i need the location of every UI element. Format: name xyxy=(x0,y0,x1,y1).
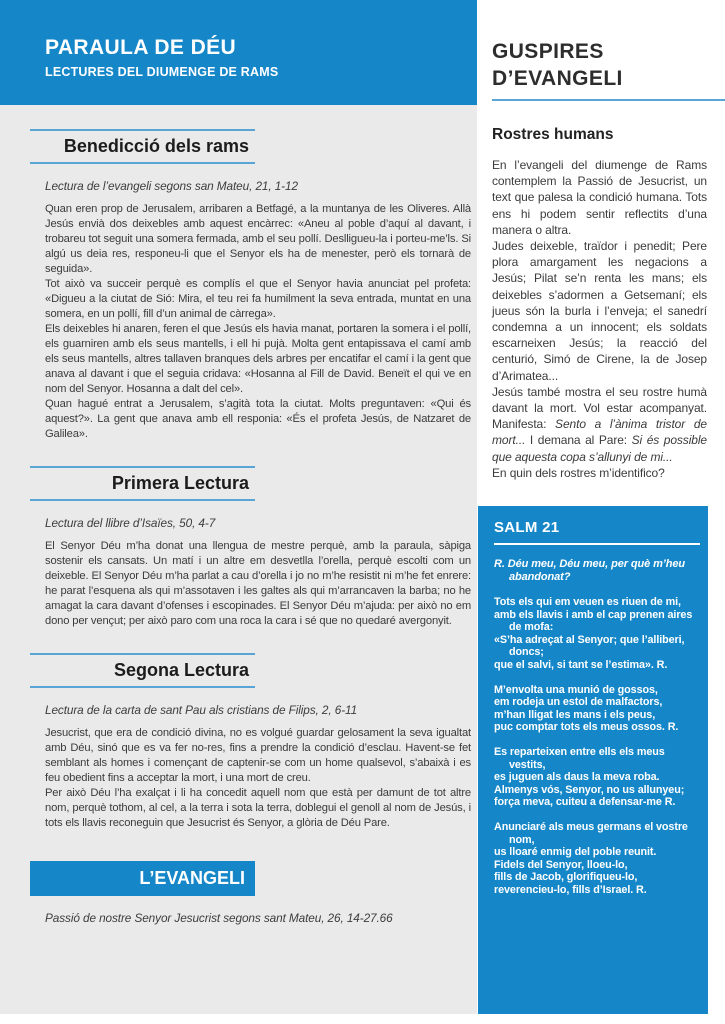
salm-verse-line: Fidels del Senyor, lloeu-lo, xyxy=(494,858,628,871)
salm-verse-line: «S’ha adreçat al Senyor; que l’alliberi, doncs; xyxy=(494,633,685,659)
masthead-line1: GUSPIRES xyxy=(492,40,604,63)
page-subtitle: LECTURES DEL DIUMENGE DE RAMS xyxy=(45,65,279,79)
reading-source: Lectura de la carta de sant Pau als cristians de Filips, 2, 6-11 xyxy=(45,703,358,717)
salm-verse-line: Tots els qui em veuen es riuen de mi, xyxy=(494,596,681,608)
salm-verse-line: puc comptar tots els meus ossos. R. xyxy=(494,721,679,734)
salm-verse-line: es juguen als daus la meva roba. xyxy=(494,771,660,784)
reading-paragraph: Jesucrist, que era de condició divina, no es volgué guardar gelosament la seva igualtat amb Déu, sinó que es va fer no-res, fins a prendre la condició d’esclau. Havent-se fet semblant als homes i començant de captenir-se com un home qualsevol, s’abaixà i es feu obedient fins a acceptar la mort, i una mort de creu. xyxy=(45,727,471,784)
article-paragraph: En l’evangeli del diumenge de Rams contemplem la Passió de Jesucrist, un text que palesa la condició humana. Tots ens hi podem sentir reflectits d’una manera o altra. xyxy=(492,158,707,237)
salm-verse-line: força meva, cuiteu a defensar-me R. xyxy=(494,796,676,809)
masthead-rule xyxy=(492,99,725,101)
right-masthead xyxy=(492,38,712,92)
reading-source: Lectura del llibre d’Isaïes, 50, 4-7 xyxy=(45,516,216,530)
salm-verse-line: M’envolta una munió de gossos, xyxy=(494,683,658,696)
section-body-evangeli xyxy=(0,911,477,925)
paraula-banner xyxy=(0,0,477,105)
article-paragraph xyxy=(492,384,707,465)
reading-paragraph: Tot això va succeir perquè es complís el que el Senyor havia anunciat pel profeta: «Digueu a la ciutat de Sió: Mira, el teu rei fa humilment la seva entrada, muntat en una somera, en un pollí, fill d’un animal de càrrega». xyxy=(45,278,471,320)
article-quote-italic: Sento a l’ànima tristor de mort... xyxy=(492,417,707,448)
section-heading-evangeli: L’EVANGELI xyxy=(30,861,255,896)
salm-stanza xyxy=(494,684,700,734)
masthead-line2: D’EVANGELI xyxy=(492,67,623,90)
readings-panel xyxy=(0,105,477,1014)
article-heading: Rostres humans xyxy=(492,126,614,143)
salm-stanza xyxy=(494,746,700,809)
section-heading-primera: Primera Lectura xyxy=(30,466,255,501)
salm-verse-line: Es reparteixen entre ells els meus vestits, xyxy=(494,745,665,771)
salm-verse-line: Almenys vós, Senyor, no us allunyeu; xyxy=(494,783,685,796)
salm-verse-line: m’han lligat les mans i els peus, xyxy=(494,708,656,721)
section-heading-benediccio: Benedicció dels rams xyxy=(30,129,255,164)
section-benediccio xyxy=(0,129,477,442)
page-title: PARAULA DE DÉU xyxy=(45,36,237,59)
reading-source: Passió de nostre Senyor Jesucrist segons sant Mateu, 26, 14-27.66 xyxy=(45,911,393,925)
salm-stanza xyxy=(494,596,700,672)
reading-paragraph: Per això Déu l’ha exalçat i li ha concedit aquell nom que està per damunt de tot altre nom, perquè tothom, al cel, a la terra i sota la terra, doblegui el genoll al nom de Jesús, i tots els llavis reconeguin que Jesucrist és Senyor, a glòria de Déu Pare. xyxy=(45,787,471,829)
article-paragraph: Judes deixeble, traïdor i penedit; Pere plora amargament les negacions a Jesús; Pilat se’n renta les mans; els deixebles s’adormen a Getsemaní; els jueus són la burla i l’enveja; el sanedrí condemna a un innocent; els soldats escarneixen Jesús; la reacció del centurió, Simó de Cirene, la de Josep d’Arimatea... xyxy=(492,239,707,383)
salm-verse-line: reverencieu-lo, fills d’Israel. R. xyxy=(494,883,647,896)
article-rostres-humans xyxy=(492,126,707,523)
reading-paragraph: Els deixebles hi anaren, feren el que Jesús els havia manat, portaren la somera i el pollí, els guarniren amb els seus mantells, i ell hi pujà. Molta gent entapissava el camí amb els seus mantells, altres tallaven branques dels arbres per encatifar el camí i la gent que anava al davant i que el seguia cridava: «Hosanna al Fill de David. Beneït el qui ve en nom del Senyor. Hosanna a dalt del cel». xyxy=(45,323,471,395)
article-quote-italic: Si és possible que aquesta copa s’allunyi de mi... xyxy=(492,433,707,464)
section-body-benediccio xyxy=(0,179,477,442)
salm-verse-line: amb els llavis i amb el cap prenen aires de mofa: xyxy=(494,608,693,634)
section-body-primera xyxy=(0,516,477,629)
section-body-segona xyxy=(0,703,477,831)
reading-paragraph: Quan eren prop de Jerusalem, arribaren a Betfagé, a la muntanya de les Oliveres. Allà Jesús envià dos deixebles amb aquest encàrrec: «Aneu al poble d’aquí al davant, i trobareu tot seguit una somera fermada, amb el seu pollí. Deslligueu-la i porteu-me’ls. Si algú us deia res, responeu-li que el Senyor els ha de menester, però els tornarà de seguida». xyxy=(45,203,471,275)
reading-source: Lectura de l’evangeli segons san Mateu, 21, 1-12 xyxy=(45,179,298,193)
section-primera-lectura xyxy=(0,466,477,629)
salm-verse-line: em rodeja un estol de malfactors, xyxy=(494,696,663,709)
salm-refrain: R. Déu meu, Déu meu, per què m’heu abandonat? xyxy=(494,558,685,583)
salm-verse-line: que el salvi, si tant se l’estima». R. xyxy=(494,658,668,671)
salm-title: SALM 21 xyxy=(494,519,560,536)
article-question: En quin dels rostres m’identifico? xyxy=(492,465,665,480)
section-segona-lectura xyxy=(0,653,477,831)
section-evangeli xyxy=(0,861,477,925)
salm-verse-line: fills de Jacob, glorifiqueu-lo, xyxy=(494,871,638,884)
salm-box xyxy=(478,506,708,1014)
reading-paragraph: Quan hagué entrat a Jerusalem, s’agità tota la ciutat. Molts preguntaven: «Qui és aquest?». La gent que anava amb ell responia: «És el profeta Jesús, de Natzaret de Galilea». xyxy=(45,398,471,440)
reading-paragraph: El Senyor Déu m’ha donat una llengua de mestre perquè, amb la paraula, sàpiga sostenir els cansats. Un matí i un altre em desvetlla l’orella, perquè escolti com un deixeble. El Senyor Déu m’ha parlat a cau d’orella i jo no m’he resistit ni m’he fet enrere: he parat l’esquena als qui m’assotaven i les galtes als qui m’arrancaven la barba; no he amagat la cara davant d’ofenses i escopinades. El Senyor Déu m’ajuda: per això no em dono per vençut; per això paro com una roca la cara i sé que no quedaré avergonyit. xyxy=(45,540,471,627)
salm-verse-line: us lloaré enmig del poble reunit. xyxy=(494,846,657,859)
article-text-segment: Jesús també mostra el seu rostre humà davant la mort. Vol estar acompanyat. Manifesta: xyxy=(492,384,707,432)
article-text-segment: I demana al Pare: xyxy=(525,433,632,448)
salm-stanza xyxy=(494,821,700,897)
salm-rule xyxy=(494,543,700,545)
section-heading-segona: Segona Lectura xyxy=(30,653,255,688)
salm-verse-line: Anunciaré als meus germans el vostre nom, xyxy=(494,820,688,846)
